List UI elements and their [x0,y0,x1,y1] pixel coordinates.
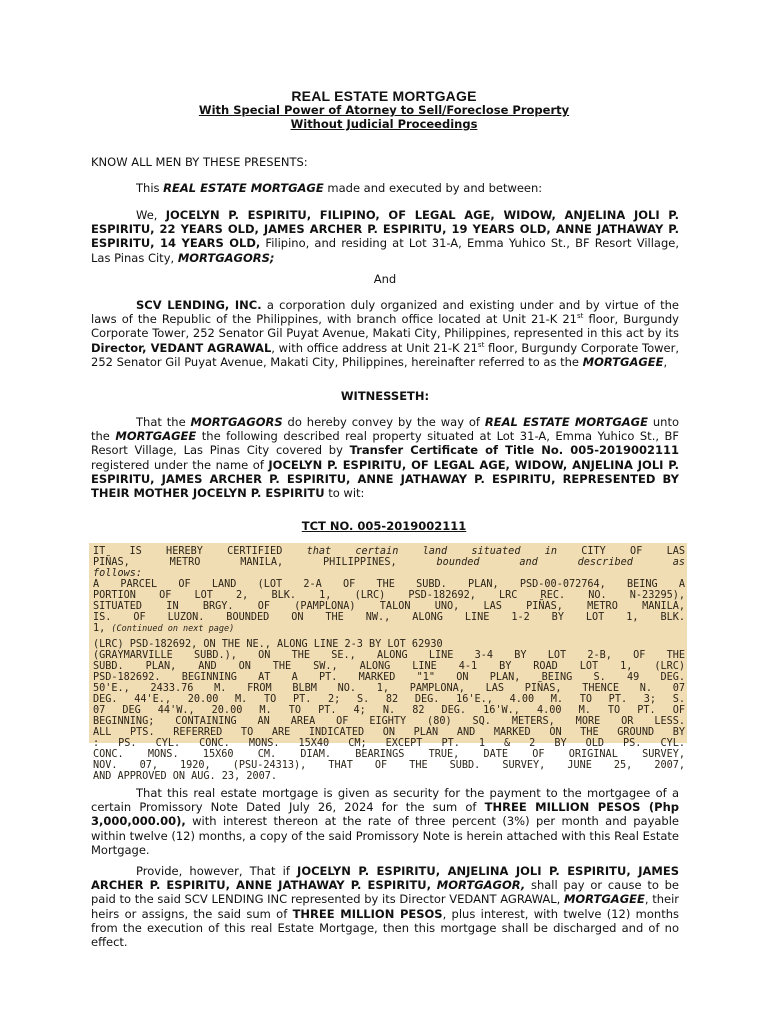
document-subtitle-2: Without Judicial Proceedings [290,117,478,131]
paragraph-conveyance: That the MORTGAGORS do hereby convey by the way of REAL ESTATE MORTGAGE unto the MORTGAGEE the following described real property situated at Lot 31-A, Emma Yuhico St., BF Resort Village, Las Pinas City covered by Transfer Certificate of Title No. 005-2019002111 registered under the name of JOCELYN P. ESPIRITU, OF LEGAL AGE, WIDOW, ANJELINA JOLI P. ESPIRITU, JAMES ARCHER P. ESPIRITU, ANNE JATHAWAY P. ESPIRITU, REPRESENTED BY THEIR MOTHER JOCELYN P. ESPIRITU to wit: [91,415,680,501]
and-label: And [373,272,397,286]
tct-number-label: TCT NO. 005-2019002111 [301,519,467,533]
scan-line: SITUATED IN BRGY. OF (PAMPLONA) TALON UNO, LAS PIÑAS, METRO MANILA, [93,601,685,612]
document-subtitle: With Special Power of Atorney to Sell/Foreclose Property [198,103,570,117]
scan-line: (GRAYMARVILLE SUBD.), ON THE SE., ALONG LINE 3-4 BY LOT 2-B, OF THE [93,650,685,661]
scan-line: AND APPROVED ON AUG. 23, 2007. [93,771,278,782]
scan-line: 07 DEG 44'W., 20.00 M. TO PT. 4; N. 82 DEG. 16'W., 4.00 M. TO PT. OF [93,705,685,716]
paragraph-security: That this real estate mortgage is given as security for the payment to the mortgagee of a certain Promissory Note Dated July 26, 2024 for the sum of THREE MILLION PESOS (Php 3,000,000.00), with interest thereon at the rate of three percent (3%) per month and payable within twelve (12) months, a copy of the said Promissory Note is herein attached with this Real Estate Mortgage. [91,786,679,857]
scan-line: IS. OF LUZON. BOUNDED ON THE NW., ALONG LINE 1-2 BY LOT 1, BLK. [93,612,685,623]
scan-line: : PS. CYL. CONC. MONS. 15X40 CM; EXCEPT PT. 1 & 2 BY OLD PS. CYL. [93,738,685,749]
scan-line: ALL PTS. REFERRED TO ARE INDICATED ON PLAN AND MARKED ON THE GROUND BY [93,727,685,738]
intro-line: KNOW ALL MEN BY THESE PRESENTS: [91,155,308,169]
scan-line: 1, (Continued on next page) [93,623,235,634]
scan-line: IT IS HEREBY CERTIFIED that certain land situated in CITY OF LAS [93,546,685,557]
scan-line: 50'E., 2433.76 M. FROM BLBM NO. 1, PAMPLONA, LAS PIÑAS, THENCE N. 07 [93,683,685,694]
scan-line: BEGINNING; CONTAINING AN AREA OF EIGHTY (80) SQ. METERS, MORE OR LESS. [93,716,685,727]
scan-line: CONC. MONS. 15X60 CM. DIAM. BEARINGS TRUE, DATE OF ORIGINAL SURVEY, [93,749,685,760]
scan-line: PORTION OF LOT 2, BLK. 1, (LRC) PSD-182692, LRC REC. NO. N-23295), [93,590,685,601]
paragraph-mortgagee: SCV LENDING, INC. a corporation duly organized and existing under and by virtue of the laws of the Republic of the Philippines, with branch office located at Unit 21-K 21st floor, Burgundy Corporate Tower, 252 Senator Gil Puyat Avenue, Makati City, Philippines, represented in this act by its Director, VEDANT AGRAWAL, with office address at Unit 21-K 21st floor, Burgundy Corporate Tower, 252 Senator Gil Puyat Avenue, Makati City, Philippines, hereinafter referred to as the MORTGAGEE, [91,298,679,369]
scan-line: DEG. 44'E., 20.00 M. TO PT. 2; S. 82 DEG. 16'E., 4.00 M. TO PT. 3; S. [93,694,685,705]
title-description-scan [89,543,687,782]
scan-line: PSD-182692. BEGINNING AT A PT. MARKED "1" ON PLAN, BEING S. 49 DEG. [93,672,685,683]
paragraph-mortgagors: We, JOCELYN P. ESPIRITU, FILIPINO, OF LEGAL AGE, WIDOW, ANJELINA JOLI P. ESPIRITU, 22 YEARS OLD, JAMES ARCHER P. ESPIRITU, 19 YEARS OLD, ANNE JATHAWAY P. ESPIRITU, 14 YEARS OLD, Filipino, and residing at Lot 31-A, Emma Yuhico St., BF Resort Village, Las Pinas City, MORTGAGORS; [91,208,679,265]
scan-line: A PARCEL OF LAND (LOT 2-A OF THE SUBD. PLAN, PSD-00-072764, BEING A [93,579,685,590]
document-title: REAL ESTATE MORTGAGE [291,88,477,104]
witnesseth-heading: WITNESSETH: [340,389,430,403]
scan-line: follows: [93,568,143,579]
scan-line: SUBD. PLAN, AND ON THE SW., ALONG LINE 4-1 BY ROAD LOT 1, (LRC) [93,661,685,672]
scan-line: PIÑAS, METRO MANILA, PHILIPPINES, bounded and described as [93,557,685,568]
paragraph-proviso: Provide, however, That if JOCELYN P. ESPIRITU, ANJELINA JOLI P. ESPIRITU, JAMES ARCHER P. ESPIRITU, ANNE JATHAWAY P. ESPIRITU, MORTGAGOR, shall pay or cause to be paid to the said SCV LENDING INC represented by its Director VEDANT AGRAWAL, MORTGAGEE, their heirs or assigns, the said sum of THREE MILLION PESOS, plus interest, with twelve (12) months from the execution of this real Estate Mortgage, then this mortgage shall be discharged and of no effect. [91,864,680,950]
scan-line: NOV. 07, 1920, (PSU-24313), THAT OF THE SUBD. SURVEY, JUNE 25, 2007, [93,760,685,771]
scan-line: (LRC) PSD-182692, ON THE NE., ALONG LINE 2-3 BY LOT 62930 [93,639,443,650]
paragraph-parties-intro: This REAL ESTATE MORTGAGE made and executed by and between: [136,181,543,195]
